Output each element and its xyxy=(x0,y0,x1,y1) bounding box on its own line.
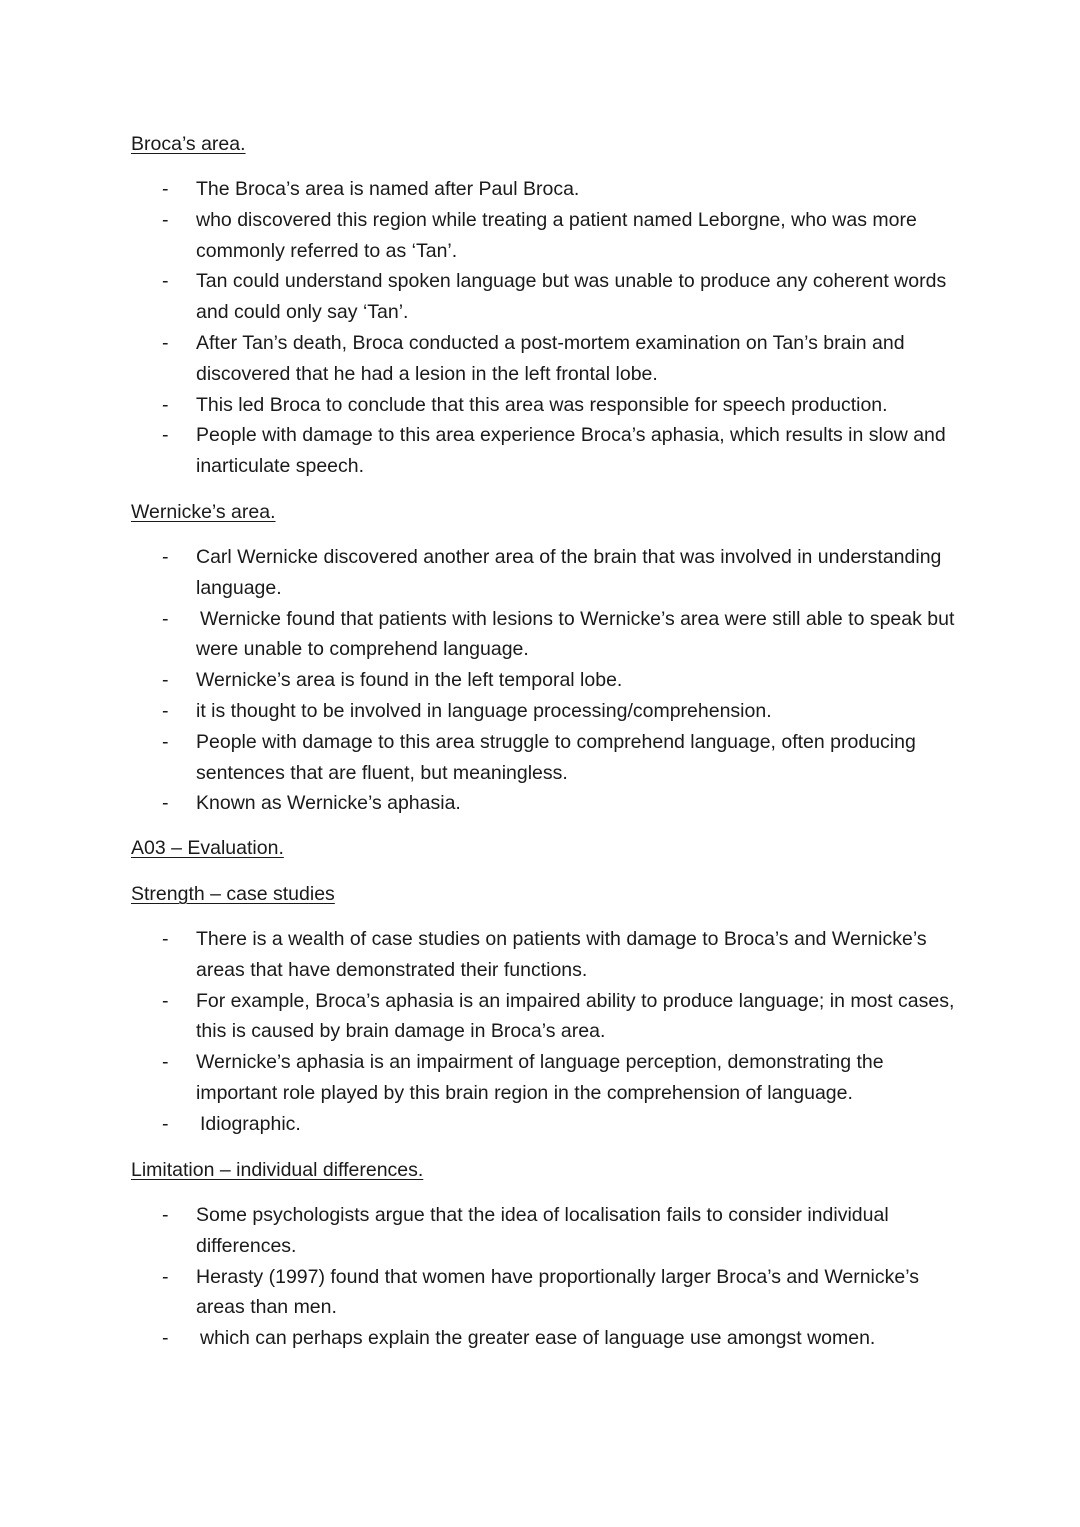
list-item: - Herasty (1997) found that women have proportionally larger Broca’s and Wernicke’s areas than men. xyxy=(0,1262,1080,1324)
bullet-dash: - xyxy=(162,208,169,231)
list-item: - People with damage to this area struggle to comprehend language, often producing sentences that are fluent, but meaningless. xyxy=(0,727,1080,789)
bullet-dash: - xyxy=(162,699,169,722)
bullet-dash: - xyxy=(162,928,169,950)
list-item: - This led Broca to conclude that this area was responsible for speech production. xyxy=(0,390,1080,421)
list-item: - Wernicke’s area is found in the left temporal lobe. xyxy=(0,665,1080,696)
bullet-dash: - xyxy=(162,393,169,416)
heading-limitation: Limitation – individual differences. xyxy=(131,1159,424,1181)
bullet-dash: - xyxy=(162,1204,169,1226)
bullet-dash: - xyxy=(162,331,169,354)
list-item: - Known as Wernicke’s aphasia. xyxy=(0,788,1080,819)
bullet-dash: - xyxy=(162,424,169,447)
list-item: - Wernicke found that patients with lesions to Wernicke’s area were still able to speak but were unable to comprehend language. xyxy=(0,604,1080,666)
heading-wernickes-area: Wernicke’s area. xyxy=(131,501,276,523)
bullet-dash: - xyxy=(162,792,169,815)
wernickes-area-list xyxy=(0,542,1080,819)
bullet-dash: - xyxy=(162,546,169,568)
heading-brocas-area: Broca’s area. xyxy=(131,133,246,155)
limitation-list xyxy=(0,1200,1080,1354)
heading-evaluation: A03 – Evaluation. xyxy=(131,837,284,859)
bullet-dash: - xyxy=(162,669,169,692)
bullet-dash: - xyxy=(162,989,169,1012)
list-item: - Some psychologists argue that the idea of localisation fails to consider individual differences. xyxy=(0,1200,1080,1262)
list-item: - After Tan’s death, Broca conducted a post-mortem examination on Tan’s brain and discovered that he had a lesion in the left frontal lobe. xyxy=(0,328,1080,390)
brocas-area-list xyxy=(0,174,1080,482)
bullet-dash: - xyxy=(162,270,169,293)
bullet-dash: - xyxy=(162,1327,169,1350)
heading-strength: Strength – case studies xyxy=(131,883,335,905)
list-item: - who discovered this region while treating a patient named Leborgne, who was more commonly referred to as ‘Tan’. xyxy=(0,205,1080,267)
list-item: - Carl Wernicke discovered another area of the brain that was involved in understanding language. xyxy=(0,542,1080,604)
bullet-dash: - xyxy=(162,1265,169,1288)
bullet-dash: - xyxy=(162,178,169,200)
list-item: - which can perhaps explain the greater ease of language use amongst women. xyxy=(0,1323,1080,1354)
list-item: - it is thought to be involved in language processing/comprehension. xyxy=(0,696,1080,727)
bullet-dash: - xyxy=(162,730,169,753)
strength-list xyxy=(0,924,1080,1140)
list-item: - People with damage to this area experience Broca’s aphasia, which results in slow and inarticulate speech. xyxy=(0,420,1080,482)
bullet-dash: - xyxy=(162,607,169,630)
list-item: - Tan could understand spoken language but was unable to produce any coherent words and could only say ‘Tan’. xyxy=(0,266,1080,328)
list-item: - The Broca’s area is named after Paul Broca. xyxy=(0,174,1080,205)
list-item: - There is a wealth of case studies on patients with damage to Broca’s and Wernicke’s areas that have demonstrated their functions. xyxy=(0,924,1080,986)
list-item: - Wernicke’s aphasia is an impairment of language perception, demonstrating the important role played by this brain region in the comprehension of language. xyxy=(0,1047,1080,1109)
bullet-dash: - xyxy=(162,1112,169,1135)
list-item: - Idiographic. xyxy=(0,1109,1080,1140)
list-item: - For example, Broca’s aphasia is an impaired ability to produce language; in most cases, this is caused by brain damage in Broca’s area. xyxy=(0,986,1080,1048)
bullet-dash: - xyxy=(162,1051,169,1074)
